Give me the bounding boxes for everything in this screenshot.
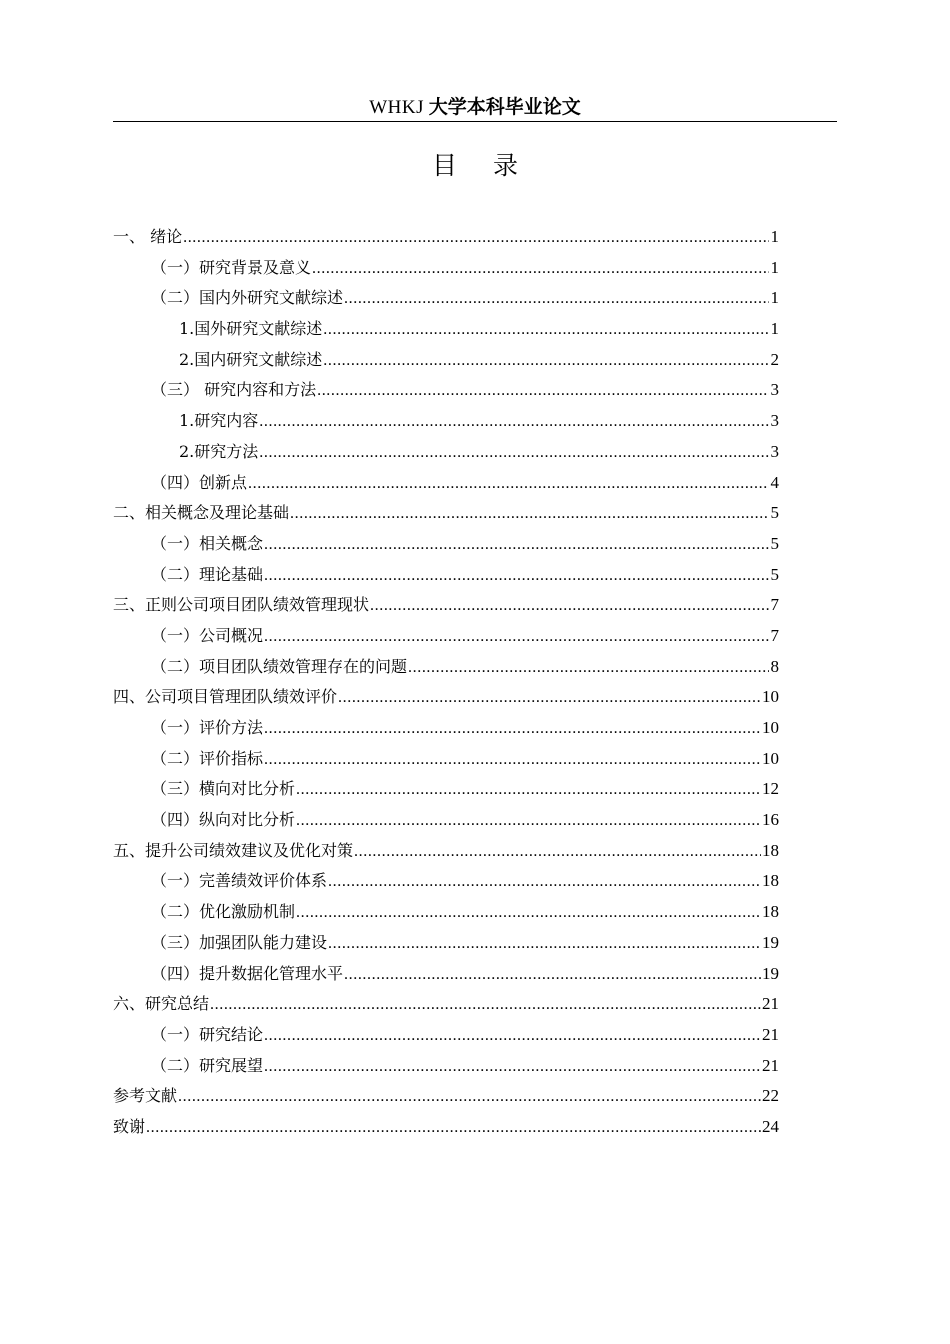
toc-entry[interactable] — [113, 713, 779, 744]
toc-entry-label: 2.国内研究文献综述 — [179, 349, 323, 369]
toc-entry-page-number: 21 — [762, 994, 779, 1014]
toc-entry[interactable] — [113, 1112, 779, 1143]
toc-entry-label: 2.研究方法 — [179, 441, 259, 461]
toc-entry-label: （二）国内外研究文献综述 — [151, 288, 344, 308]
toc-dot-leader — [323, 346, 769, 377]
toc-dot-leader — [344, 960, 761, 991]
toc-entry-label: 1.研究内容 — [179, 411, 259, 431]
toc-entry-label: （二）项目团队绩效管理存在的问题 — [151, 656, 408, 676]
toc-entry-label: 二、相关概念及理论基础 — [113, 503, 290, 523]
toc-entry[interactable] — [113, 560, 779, 591]
toc-dot-leader — [312, 254, 769, 285]
toc-dot-leader — [328, 867, 761, 898]
toc-entry-page-number: 10 — [762, 718, 779, 737]
toc-entry-label: （三）横向对比分析 — [151, 779, 296, 799]
toc-entry[interactable] — [113, 253, 779, 284]
toc-entry[interactable] — [113, 1081, 779, 1112]
toc-entry-label: （一）评价方法 — [151, 718, 264, 737]
toc-entry[interactable] — [113, 897, 779, 928]
toc-entry-page-number: 18 — [762, 902, 779, 922]
toc-entry[interactable] — [113, 805, 779, 836]
toc-dot-leader — [146, 1113, 761, 1144]
header-thesis-label: 大学本科毕业论文 — [428, 96, 581, 118]
toc-dot-leader — [264, 714, 761, 745]
toc-entry-page-number: 3 — [770, 380, 779, 400]
toc-entry[interactable] — [113, 529, 779, 560]
toc-entry[interactable] — [113, 1051, 779, 1082]
toc-dot-leader — [370, 591, 769, 622]
toc-entry[interactable] — [113, 621, 779, 652]
toc-dot-leader — [296, 898, 761, 929]
toc-entry-label: 参考文献 — [113, 1086, 178, 1106]
toc-entry-label: 一、 绪论 — [113, 227, 183, 246]
toc-entry-page-number: 3 — [770, 441, 779, 461]
toc-entry[interactable] — [113, 682, 779, 713]
toc-entry-page-number: 2 — [770, 349, 779, 369]
toc-entry-page-number: 7 — [770, 625, 779, 645]
toc-dot-leader — [290, 499, 769, 530]
toc-entry-label: 三、正则公司项目团队绩效管理现状 — [113, 595, 370, 615]
toc-entry-page-number: 3 — [770, 411, 779, 431]
toc-dot-leader — [248, 469, 769, 500]
toc-dot-leader — [264, 622, 769, 653]
toc-dot-leader — [259, 438, 769, 469]
header-rule — [113, 121, 837, 122]
toc-entry-label: （二）研究展望 — [151, 1055, 264, 1075]
toc-dot-leader — [264, 1021, 761, 1052]
toc-entry-page-number: 19 — [762, 963, 779, 983]
toc-dot-leader — [408, 653, 769, 684]
toc-dot-leader — [323, 315, 769, 346]
toc-entry-label: （四）纵向对比分析 — [151, 810, 296, 830]
toc-entry[interactable] — [113, 498, 779, 529]
toc-entry-page-number: 8 — [770, 656, 779, 676]
toc-dot-leader — [296, 806, 761, 837]
toc-entry[interactable] — [113, 744, 779, 775]
toc-entry-page-number: 21 — [762, 1024, 779, 1044]
toc-entry-label: （二）优化激励机制 — [151, 902, 296, 922]
toc-entry-label: （四）提升数据化管理水平 — [151, 963, 344, 983]
toc-entry-page-number: 12 — [762, 779, 779, 799]
toc-dot-leader — [259, 407, 769, 438]
toc-entry[interactable] — [113, 989, 779, 1020]
toc-entry-page-number: 1 — [770, 257, 779, 277]
toc-entry-page-number: 19 — [762, 932, 779, 952]
toc-entry-page-number: 10 — [762, 748, 779, 768]
toc-entry-label: （一）相关概念 — [151, 533, 264, 553]
toc-entry-page-number: 16 — [762, 810, 779, 830]
toc-entry-label: （一）研究背景及意义 — [151, 257, 312, 277]
toc-entry-label: （三） 研究内容和方法 — [151, 380, 317, 400]
toc-entry-label: 1.国外研究文献综述 — [179, 319, 323, 339]
toc-entry-label: 四、公司项目管理团队绩效评价 — [113, 687, 338, 707]
toc-entry-label: （三）加强团队能力建设 — [151, 932, 328, 952]
toc-entry[interactable] — [113, 468, 779, 499]
toc-entry-page-number: 24 — [762, 1116, 779, 1136]
table-of-contents — [113, 222, 779, 1143]
page-header — [113, 94, 837, 121]
toc-title: 目 录 — [432, 151, 532, 180]
toc-entry-page-number: 18 — [762, 871, 779, 891]
toc-dot-leader — [264, 1052, 761, 1083]
toc-entry-page-number: 4 — [770, 472, 779, 492]
toc-entry[interactable] — [113, 314, 779, 345]
toc-dot-leader — [338, 683, 761, 714]
toc-entry-page-number: 1 — [770, 319, 779, 339]
toc-entry-label: 致谢 — [113, 1116, 146, 1136]
toc-dot-leader — [264, 561, 769, 592]
toc-entry-label: （四）创新点 — [151, 472, 248, 492]
header-school-code: WHKJ — [369, 97, 424, 118]
toc-entry[interactable] — [113, 375, 779, 406]
toc-entry[interactable] — [113, 283, 779, 314]
toc-entry[interactable] — [113, 1020, 779, 1051]
toc-entry-page-number: 1 — [770, 288, 779, 308]
toc-entry-page-number: 18 — [762, 840, 779, 860]
toc-entry[interactable] — [113, 836, 779, 867]
toc-entry[interactable] — [113, 406, 779, 437]
toc-entry-page-number: 7 — [770, 595, 779, 615]
toc-entry-page-number: 21 — [762, 1055, 779, 1075]
toc-entry-label: （一）研究结论 — [151, 1024, 264, 1044]
toc-entry[interactable] — [113, 652, 779, 683]
toc-entry-page-number: 22 — [762, 1086, 779, 1106]
toc-entry[interactable] — [113, 866, 779, 897]
toc-dot-leader — [264, 745, 761, 776]
toc-entry-page-number: 1 — [770, 227, 779, 246]
toc-entry[interactable] — [113, 774, 779, 805]
toc-entry[interactable] — [113, 222, 779, 253]
toc-entry[interactable] — [113, 959, 779, 990]
toc-entry[interactable] — [113, 345, 779, 376]
toc-entry-page-number: 5 — [770, 503, 779, 523]
toc-entry-label: （一）完善绩效评价体系 — [151, 871, 328, 891]
toc-entry-label: （一）公司概况 — [151, 625, 264, 645]
toc-entry-page-number: 10 — [762, 687, 779, 707]
toc-entry[interactable] — [113, 437, 779, 468]
toc-entry-label: 五、提升公司绩效建议及优化对策 — [113, 840, 354, 860]
toc-dot-leader — [183, 223, 769, 254]
toc-dot-leader — [328, 929, 761, 960]
toc-dot-leader — [354, 837, 761, 868]
toc-entry-label: （二）理论基础 — [151, 564, 264, 584]
toc-entry[interactable] — [113, 590, 779, 621]
toc-dot-leader — [210, 990, 761, 1021]
toc-dot-leader — [296, 775, 761, 806]
toc-entry-label: 六、研究总结 — [113, 994, 210, 1014]
toc-entry[interactable] — [113, 928, 779, 959]
toc-entry-page-number: 5 — [770, 533, 779, 553]
toc-entry-label: （二）评价指标 — [151, 748, 264, 768]
toc-dot-leader — [178, 1082, 761, 1113]
toc-dot-leader — [264, 530, 769, 561]
toc-entry-page-number: 5 — [770, 564, 779, 584]
toc-dot-leader — [344, 284, 769, 315]
toc-dot-leader — [317, 376, 769, 407]
